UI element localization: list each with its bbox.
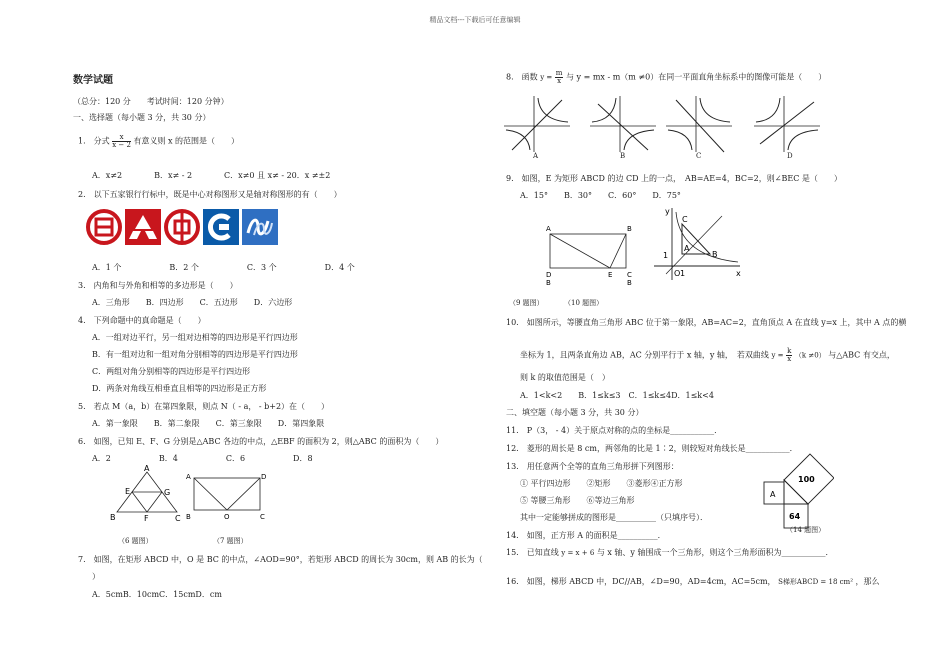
fig6-label-a: A <box>144 464 150 473</box>
figure-7-rectangle <box>186 470 266 522</box>
q10-line3: 则 k 的取值范围是（ ） <box>520 373 610 382</box>
q1-options: A．x≠2 B．x≠ - 2 C．x≠0 且 x≠ - 20．x ≠±2 <box>92 171 331 180</box>
q4-option-c: C．两组对角分别相等的四边形是平行四边形 <box>92 367 251 376</box>
q9-stem: 9. 如图，E 为矩形 ABCD 的边 CD 上的一点， AB=AE=4，BC=2，则∠BEC 是（ ） <box>506 174 842 183</box>
fig6-caption: （6 题图） <box>118 537 153 545</box>
fig6-label-f: F <box>144 514 149 523</box>
fig6-label-e: E <box>125 487 131 496</box>
q8-graph-c <box>664 94 734 154</box>
q1-stem: 1. 分式 $\frac{x}{x - 2}$ 有意义则 x 的范围是（ ） <box>78 133 240 149</box>
q3-stem: 3. 内角和与外角和相等的多边形是（ ） <box>78 281 238 290</box>
q16-stem: 16. 如图，梯形 ABCD 中，DC//AB，∠D=90，AD=4cm，AC=5cm， S梯形ABCD = 18 cm² ，那么 <box>506 577 880 586</box>
q15-stem: 15. 已知直线 y = x + 6 与 x 轴、y 轴围成一个三角形，则这个三角形面积为___________． <box>506 548 834 557</box>
fig9-label-a: A <box>546 225 551 233</box>
q1-fraction: $\frac{x}{x - 2}$ <box>112 133 131 149</box>
fig10-caption: （10 题图） <box>564 299 604 307</box>
fig9-label-b: B <box>627 225 632 233</box>
q9-options: A．15° B．30° C．60° D．75° <box>520 191 681 200</box>
fig7-label-a: A <box>186 473 191 481</box>
q8-fraction: $\frac{m}{x}$ <box>555 69 563 85</box>
q14-stem: 14. 如图，正方形 A 的面积是__________． <box>506 531 666 540</box>
figure-6-triangle <box>105 464 185 524</box>
q8-label-d: D <box>787 152 793 160</box>
q10-fraction: $\frac{k}{x}$ <box>787 347 792 363</box>
q5-stem: 5. 若点 M（a，b）在第四象限，则点 N（ - a， - b+2）在（ ） <box>78 402 330 411</box>
exam-title: 数学试题 <box>73 75 113 86</box>
fig9-label-b2: B <box>546 279 551 287</box>
fig6-label-b: B <box>110 513 116 522</box>
q4-option-b: B．有一组对边和一组对角分别相等的四边形是平行四边形 <box>92 350 298 359</box>
q13-options-2: ⑤ 等腰三角形 ⑥等边三角形 <box>520 496 635 505</box>
q5-options: A．第一象限 B．第二象限 C．第三象限 D．第四象限 <box>92 419 325 428</box>
fig10-label-one-x: 1 <box>680 269 686 278</box>
exam-meta: （总分：120 分 考试时间：120 分钟） <box>73 97 229 106</box>
q7-options: A．5cmB．10cmC．15cmD．cm <box>92 590 222 599</box>
fig10-label-o: O <box>674 269 681 278</box>
fig7-caption: （7 题图） <box>213 537 248 545</box>
fig7-label-c: C <box>260 513 265 521</box>
bank-logo-4-icon <box>203 209 239 245</box>
q8-label-c: C <box>696 152 702 160</box>
q11-stem: 11. P（3， - 4）关于原点对称的点的坐标是___________． <box>506 426 723 435</box>
q8-graph-d <box>752 94 822 154</box>
q8-label-b: B <box>620 152 626 160</box>
fig6-label-c: C <box>175 514 181 523</box>
fig10-label-b: B <box>712 250 718 259</box>
fig10-label-y: y <box>665 207 670 216</box>
q3-options: A．三角形 B．四边形 C．五边形 D．六边形 <box>92 298 293 307</box>
fig10-label-one-y: 1 <box>663 251 669 260</box>
q4-option-a: A．一组对边平行，另一组对边相等的四边形是平行四边形 <box>92 333 298 342</box>
q4-stem: 4. 下列命题中的真命题是（ ） <box>78 316 206 325</box>
fig9-label-b3: B <box>627 279 632 287</box>
q7-stem: 7. 如图，在矩形 ABCD 中，O 是 BC 的中点，∠AOD=90°，若矩形 ABCD 的周长为 30cm，则 AB 的长为（ <box>78 555 483 564</box>
q13-options-1: ① 平行四边形 ②矩形 ③菱形④正方形 <box>520 479 683 488</box>
fig9-label-e: E <box>608 271 613 279</box>
fig10-label-a: A <box>684 244 690 253</box>
q6-options: A．2 B．4 C．6 D．8 <box>92 454 313 463</box>
q13-stem: 13. 用任意两个全等的直角三角形拼下列图形： <box>506 462 679 471</box>
fig7-label-d: D <box>261 473 266 481</box>
q2-options: A．1 个 B．2 个 C．3 个 D．4 个 <box>92 263 355 272</box>
section-fill: 二、填空题（每小题 3 分，共 30 分） <box>506 408 644 417</box>
fig9-label-c: C <box>627 271 632 279</box>
fig14-label-a: A <box>770 490 776 499</box>
fig6-label-g: G <box>164 488 171 497</box>
q2-stem: 2. 以下五家银行行标中，既是中心对称图形又是轴对称图形的有（ ） <box>78 190 342 199</box>
q10-line2: 坐标为 1，且两条直角边 AB，AC 分别平行于 x 轴，y 轴， 若双曲线 y = $\frac{k}{x}$ （k ≠0） 与△ABC 有交点， <box>520 347 895 363</box>
fig7-label-o: O <box>224 513 230 521</box>
bank-logo-2-icon <box>125 209 161 245</box>
fig10-label-x: x <box>736 269 741 278</box>
q6-stem: 6. 如图，已知 E、F、G 分别是△ABC 各边的中点，△EBF 的面积为 2，则△ABC 的面积为（ ） <box>78 437 444 446</box>
q10-options: A．1<k<2 B．1≤k≤3 C．1≤k≤4D．1≤k<4 <box>520 391 714 400</box>
page-header: 精品文档---下载后可任意编辑 <box>429 16 521 24</box>
fig9-label-d: D <box>546 271 552 279</box>
fig7-label-b: B <box>186 513 191 521</box>
bank-logo-5-icon <box>242 209 278 245</box>
q8-stem: 8. 函数 y = $\frac{m}{x}$ 与 y = mx - m（m ≠0）在同一平面直角坐标系中的图像可能是（ ） <box>506 69 827 85</box>
fig14-label-100: 100 <box>798 475 815 484</box>
fig10-label-c: C <box>682 215 688 224</box>
fig14-label-64: 64 <box>789 512 801 521</box>
q8-graph-a <box>502 94 572 154</box>
q7-tail: ） <box>92 572 100 581</box>
figure-14-squares <box>758 452 834 536</box>
figure-10-graph <box>652 206 744 282</box>
fig9-caption: （9 题图） <box>509 299 544 307</box>
q4-option-d: D．两条对角线互相垂直且相等的四边形是正方形 <box>92 384 267 393</box>
fig14-caption: （14 题图） <box>786 526 826 534</box>
q12-stem: 12. 菱形的周长是 8 cm，两邻角的比是 1∶2，则较短对角线长是___________． <box>506 444 798 453</box>
section-choice: 一、选择题（每小题 3 分，共 30 分） <box>73 113 211 122</box>
q8-graph-b <box>588 94 658 154</box>
bank-logo-3-icon <box>164 209 200 245</box>
bank-logo-1-icon <box>86 209 122 245</box>
q8-label-a: A <box>533 152 539 160</box>
q13-tail: 其中一定能够拼成的图形是__________（只填序号）． <box>520 513 708 522</box>
figure-9-rectangle <box>542 222 634 288</box>
q10-line1: 10. 如图所示，等腰直角三角形 ABC 位于第一象限，AB=AC=2，直角顶点 A 在直线 y=x 上，其中 A 点的横 <box>506 318 907 327</box>
